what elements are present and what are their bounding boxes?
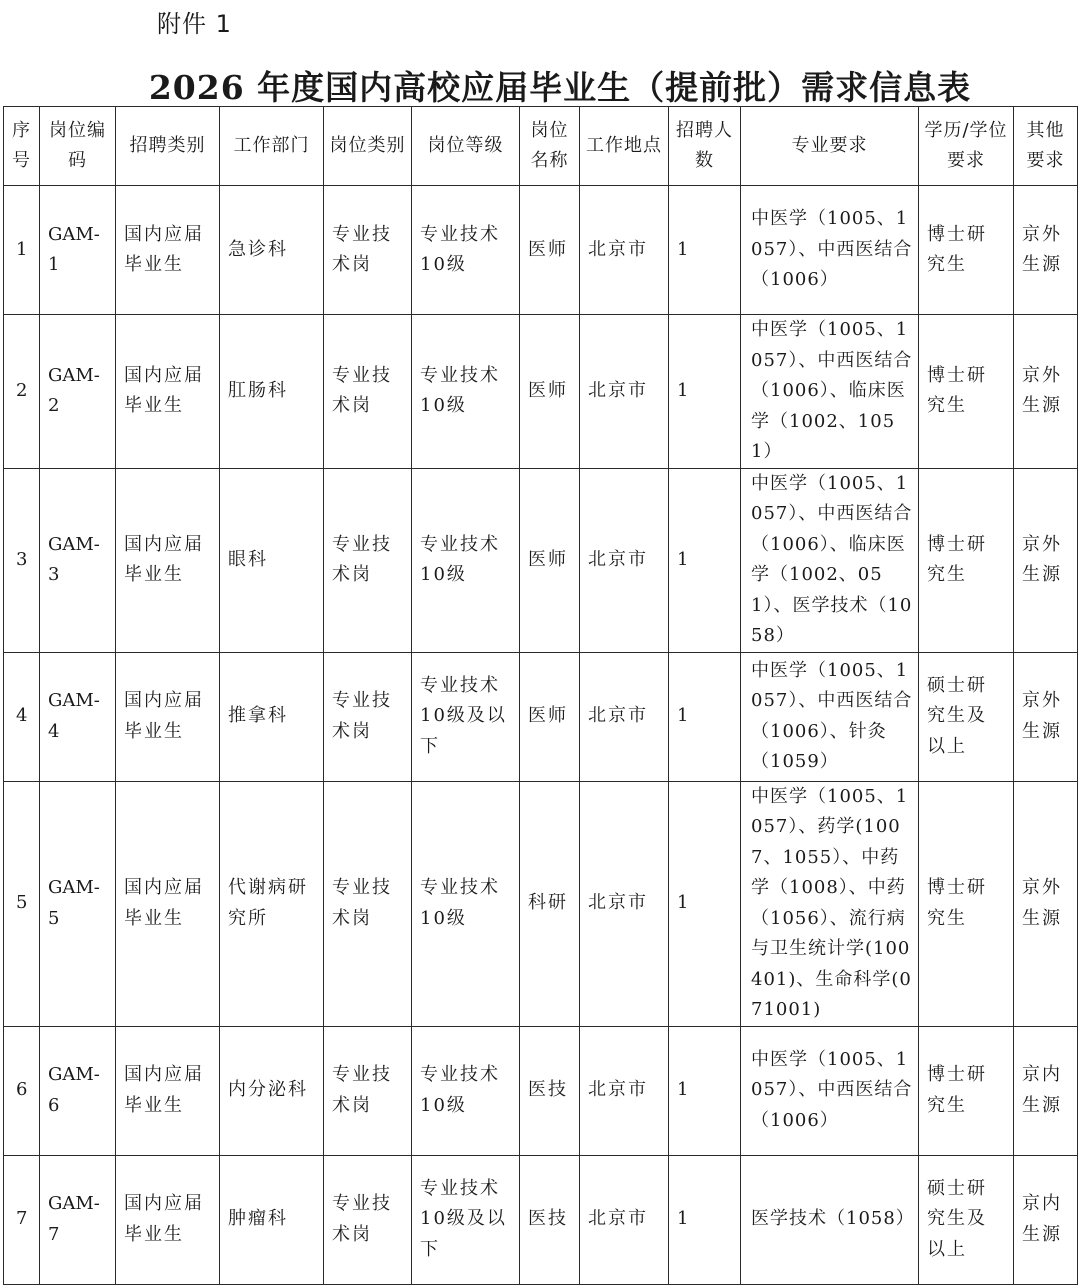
cell-recruit-category: 国内应届毕业生 <box>116 186 220 315</box>
header-post-type: 岗位类别 <box>324 107 412 186</box>
cell-post-code: GAM-1 <box>40 186 116 315</box>
cell-education: 博士研究生 <box>919 315 1014 469</box>
table-row <box>4 315 1078 469</box>
cell-post-type: 专业技术岗 <box>324 652 412 781</box>
header-recruit-category: 招聘类别 <box>116 107 220 186</box>
header-seq: 序号 <box>4 107 40 186</box>
table-header-row <box>4 107 1078 186</box>
table-row <box>4 1155 1078 1284</box>
cell-department: 代谢病研究所 <box>220 781 324 1026</box>
cell-major: 中医学（1005、1057）、中西医结合（1006）、临床医学（1002、051）、医学技术（1058） <box>741 468 919 652</box>
table-row <box>4 652 1078 781</box>
cell-other: 京内生源 <box>1014 1026 1078 1155</box>
cell-post-code: GAM-4 <box>40 652 116 781</box>
cell-post-code: GAM-7 <box>40 1155 116 1284</box>
table-row <box>4 468 1078 652</box>
cell-post-name: 医师 <box>520 315 580 469</box>
cell-recruit-category: 国内应届毕业生 <box>116 468 220 652</box>
cell-department: 急诊科 <box>220 186 324 315</box>
cell-location: 北京市 <box>580 186 669 315</box>
cell-post-code: GAM-2 <box>40 315 116 469</box>
table-row <box>4 781 1078 1026</box>
cell-education: 硕士研究生及以上 <box>919 652 1014 781</box>
cell-education: 硕士研究生及以上 <box>919 1155 1014 1284</box>
cell-major: 中医学（1005、1057）、中西医结合（1006）、针灸（1059） <box>741 652 919 781</box>
cell-post-type: 专业技术岗 <box>324 781 412 1026</box>
cell-post-type: 专业技术岗 <box>324 1155 412 1284</box>
cell-seq: 1 <box>4 186 40 315</box>
cell-post-type: 专业技术岗 <box>324 186 412 315</box>
header-post-name: 岗位名称 <box>520 107 580 186</box>
cell-post-type: 专业技术岗 <box>324 315 412 469</box>
cell-location: 北京市 <box>580 468 669 652</box>
cell-department: 肛肠科 <box>220 315 324 469</box>
cell-major: 中医学（1005、1057）、中西医结合（1006） <box>741 1026 919 1155</box>
cell-seq: 4 <box>4 652 40 781</box>
cell-seq: 2 <box>4 315 40 469</box>
cell-post-name: 医技 <box>520 1155 580 1284</box>
cell-post-level: 专业技术10级及以下 <box>412 1155 520 1284</box>
cell-other: 京外生源 <box>1014 186 1078 315</box>
cell-post-code: GAM-6 <box>40 1026 116 1155</box>
cell-count: 1 <box>669 652 741 781</box>
cell-count: 1 <box>669 468 741 652</box>
cell-post-code: GAM-3 <box>40 468 116 652</box>
cell-major: 中医学（1005、1057）、中西医结合（1006） <box>741 186 919 315</box>
document-title: 2026 年度国内高校应届毕业生（提前批）需求信息表 <box>148 68 972 107</box>
cell-location: 北京市 <box>580 1026 669 1155</box>
cell-major: 中医学（1005、1057）、药学(1007、1055）、中药学（1008）、中药（1056）、流行病与卫生统计学(100401)、生命科学(071001) <box>741 781 919 1026</box>
header-other: 其他要求 <box>1014 107 1078 186</box>
cell-other: 京外生源 <box>1014 468 1078 652</box>
cell-department: 推拿科 <box>220 652 324 781</box>
cell-location: 北京市 <box>580 781 669 1026</box>
cell-post-code: GAM-5 <box>40 781 116 1026</box>
cell-post-name: 医师 <box>520 468 580 652</box>
cell-count: 1 <box>669 781 741 1026</box>
cell-department: 眼科 <box>220 468 324 652</box>
cell-recruit-category: 国内应届毕业生 <box>116 1026 220 1155</box>
header-major: 专业要求 <box>741 107 919 186</box>
header-department: 工作部门 <box>220 107 324 186</box>
cell-major: 中医学（1005、1057）、中西医结合（1006）、临床医学（1002、1051） <box>741 315 919 469</box>
cell-post-name: 科研 <box>520 781 580 1026</box>
cell-seq: 7 <box>4 1155 40 1284</box>
cell-other: 京外生源 <box>1014 652 1078 781</box>
cell-department: 肿瘤科 <box>220 1155 324 1284</box>
header-location: 工作地点 <box>580 107 669 186</box>
cell-location: 北京市 <box>580 315 669 469</box>
cell-post-name: 医技 <box>520 1026 580 1155</box>
cell-post-name: 医师 <box>520 652 580 781</box>
cell-location: 北京市 <box>580 652 669 781</box>
cell-count: 1 <box>669 1026 741 1155</box>
cell-education: 博士研究生 <box>919 781 1014 1026</box>
cell-post-level: 专业技术10级 <box>412 315 520 469</box>
cell-major: 医学技术（1058） <box>741 1155 919 1284</box>
cell-post-level: 专业技术10级 <box>412 468 520 652</box>
cell-post-type: 专业技术岗 <box>324 1026 412 1155</box>
cell-count: 1 <box>669 186 741 315</box>
cell-other: 京外生源 <box>1014 315 1078 469</box>
header-post-code: 岗位编码 <box>40 107 116 186</box>
cell-education: 博士研究生 <box>919 186 1014 315</box>
demand-info-table <box>3 106 1078 1285</box>
cell-education: 博士研究生 <box>919 468 1014 652</box>
cell-other: 京内生源 <box>1014 1155 1078 1284</box>
table-row <box>4 1026 1078 1155</box>
table-row <box>4 186 1078 315</box>
cell-recruit-category: 国内应届毕业生 <box>116 1155 220 1284</box>
header-count: 招聘人数 <box>669 107 741 186</box>
cell-count: 1 <box>669 1155 741 1284</box>
cell-post-level: 专业技术10级 <box>412 1026 520 1155</box>
cell-post-level: 专业技术10级 <box>412 186 520 315</box>
cell-recruit-category: 国内应届毕业生 <box>116 652 220 781</box>
cell-recruit-category: 国内应届毕业生 <box>116 315 220 469</box>
cell-post-name: 医师 <box>520 186 580 315</box>
cell-department: 内分泌科 <box>220 1026 324 1155</box>
header-post-level: 岗位等级 <box>412 107 520 186</box>
cell-seq: 6 <box>4 1026 40 1155</box>
header-education: 学历/学位要求 <box>919 107 1014 186</box>
cell-post-level: 专业技术10级及以下 <box>412 652 520 781</box>
cell-recruit-category: 国内应届毕业生 <box>116 781 220 1026</box>
cell-other: 京外生源 <box>1014 781 1078 1026</box>
cell-location: 北京市 <box>580 1155 669 1284</box>
cell-count: 1 <box>669 315 741 469</box>
cell-seq: 5 <box>4 781 40 1026</box>
cell-seq: 3 <box>4 468 40 652</box>
cell-post-type: 专业技术岗 <box>324 468 412 652</box>
cell-education: 博士研究生 <box>919 1026 1014 1155</box>
attachment-label: 附件 1 <box>157 10 232 38</box>
cell-post-level: 专业技术10级 <box>412 781 520 1026</box>
